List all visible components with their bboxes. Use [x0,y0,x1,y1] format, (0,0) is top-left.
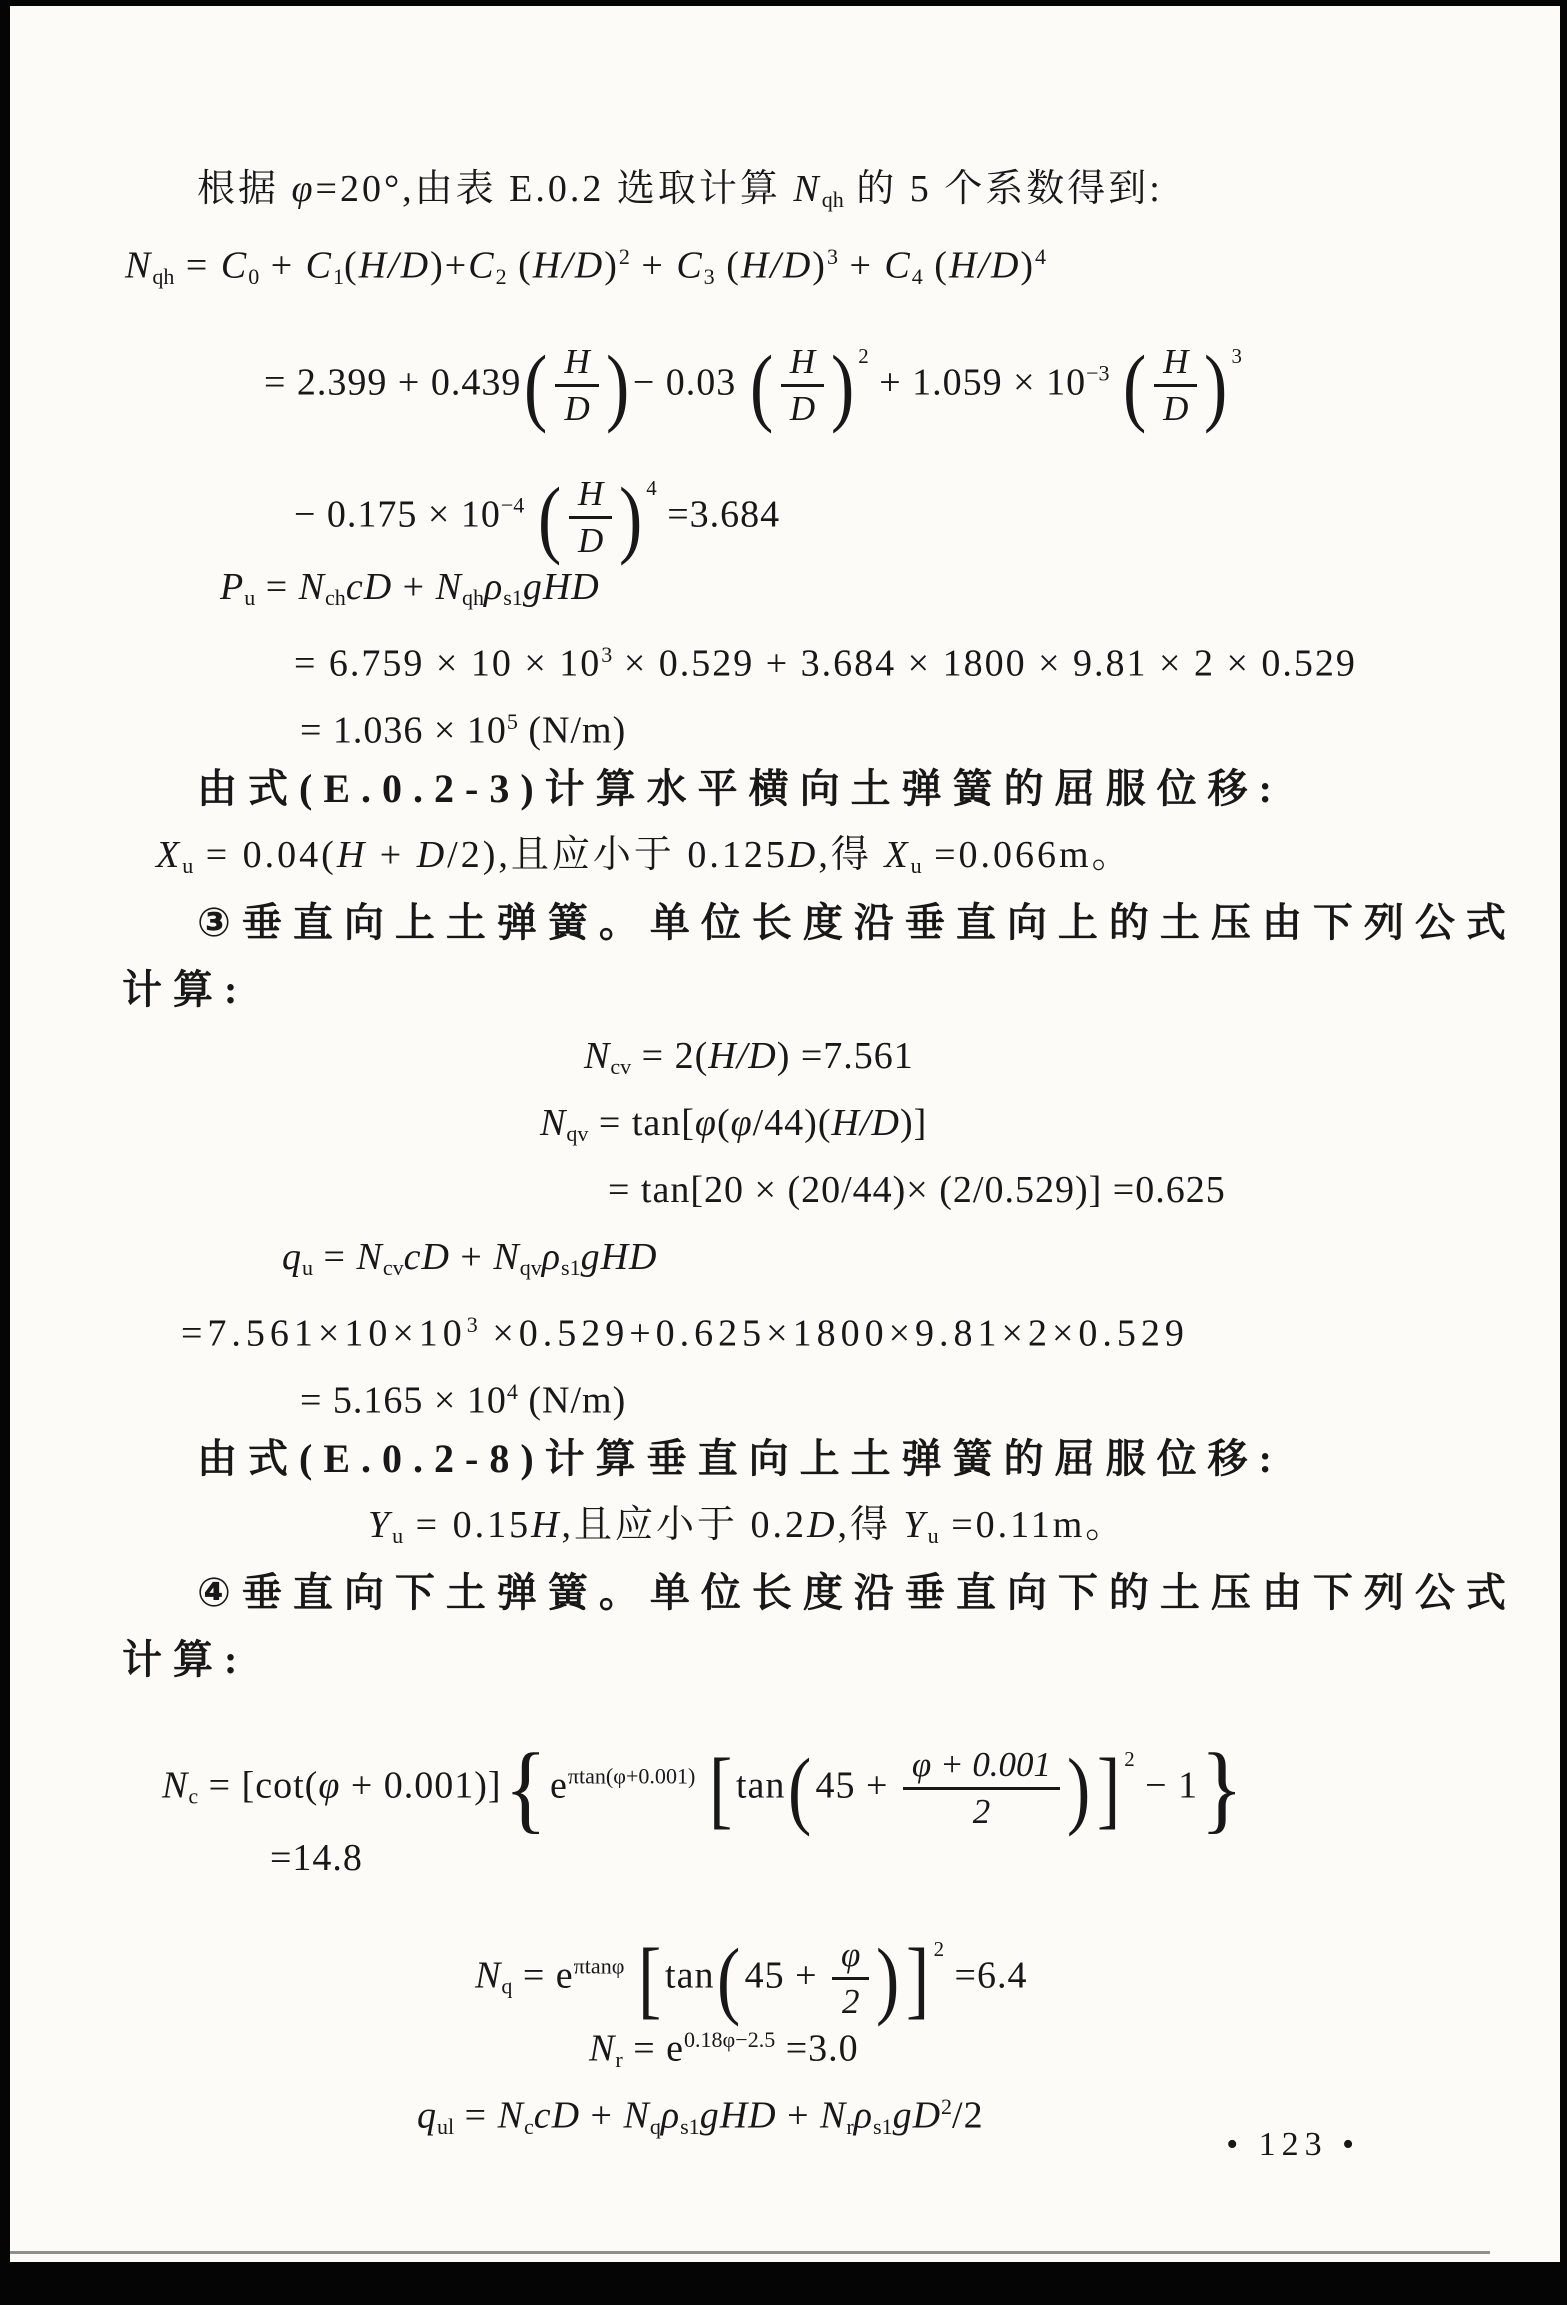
page-number: • 123 • [1226,2126,1360,2163]
para-yield-displacement-vertical: 由式(E.0.2-8)计算垂直向上土弹簧的屈服位移: [197,1436,1283,1481]
formula-pu: Pu = NchcD + Nqhρs1gHD [220,566,600,611]
fraction: $\frac{H}{D}$ [569,475,612,559]
para-item4-vertical-down: ④垂直向下土弹簧。单位长度沿垂直向下的土压由下列公式 [197,1570,1517,1615]
formula-nc: $Nc = [\cot(\varphi + 0.001)]\{e^{\pi tan(\varphi+0.001)}$ [tan(45 + $\frac{\varphi + 0.001}{2}$ )] $^2$ − 1} [162,1733,1245,1843]
document-page [10,6,1560,2262]
fraction: $\frac{H}{D}$ [781,343,824,427]
formula-nqh-polynomial: Nqh = C0 + C1(H/D)+C2 $(H/D)^2 + C3$ $(H/D)^3 + C4$ $(H/D)^4$ [125,244,1047,289]
formula-qul: qul = NccD + $Nq\rho s1gHD + Nr\rho s1gD^2/2$ [417,2094,984,2139]
formula-nqh-values-2: − $0.175 \times 10^{-4}$ ( $\frac{H}{D}$ ) $^4$ =3.684 [294,468,781,566]
formula-qu-values: $=7.561\times 10\times 10^3 \times 0.529+0.625\times 1800\times 9.81\times 2\times 0.529$ [181,1312,1189,1355]
formula-nqh-values-1: = 2.399 + 0.439( $\frac{H}{D}$ )− 0.03 ( $\frac{H}{D}$ ) $^2 + 1.059 \times 10^{-3}$ ( $\frac{H}{D}$ ) $^3$ [264,336,1242,434]
para-item3-vertical-up: ③垂直向上土弹簧。单位长度沿垂直向上的土压由下列公式 [197,900,1517,945]
formula-ncv: Ncv = 2(H/D) =7.561 [584,1035,914,1080]
scan-edge-line [10,2251,1490,2254]
para-yield-displacement-horizontal: 由式(E.0.2-3)计算水平横向土弹簧的屈服位移: [197,766,1283,811]
formula-nqv: Nqv = tan[φ(φ/44)(H/D)] [540,1102,928,1147]
label-compute: 计算: [122,967,249,1012]
formula-yu: Yu = 0.15H,且应小于 0.2D,得 Yu =0.11m。 [368,1504,1127,1549]
formula-nc-result: =14.8 [270,1837,363,1879]
label-compute-2: 计算: [122,1637,249,1682]
formula-nr: $Nr = e^{0.18\varphi-2.5} =3.0$ [589,2027,859,2072]
formula-xu: Xu = 0.04(H + D/2),且应小于 0.125D,得 Xu =0.066m。 [156,834,1133,879]
fraction: $\frac{H}{D}$ [555,343,598,427]
para-intro-coefficients: 根据 φ=20°,由表 E.0.2 选取计算 Nqh 的 5 个系数得到: [197,168,1163,213]
formula-nq: $Nq = e^{\pi tan\varphi}$ [tan(45 + $\frac{\varphi}{2}$ )] $^2$ =6.4 [475,1929,1028,2027]
formula-qu-result: = $5.165 \times 10^4$ (N/m) [300,1379,627,1422]
formula-nqv-values: = tan[20 × (20/44)× (2/0.529)] =0.625 [608,1169,1226,1211]
formula-qu: qu = NcvcD + Nqvρs1gHD [282,1236,658,1281]
formula-pu-values: = $6.759 \times 10 \times 10^3 \times 0.529 + 3.684 \times 1800 \times 9.81 \times 2 \times 0.529$ [294,642,1357,685]
fraction: $\frac{H}{D}$ [1154,343,1197,427]
page-content [122,156,1520,2140]
fraction: $\frac{\varphi}{2}$ [832,1936,869,2020]
fraction: $\frac{\varphi + 0.001}{2}$ [903,1746,1060,1830]
formula-pu-result: = $1.036 \times 10^5$ (N/m) [300,709,627,752]
